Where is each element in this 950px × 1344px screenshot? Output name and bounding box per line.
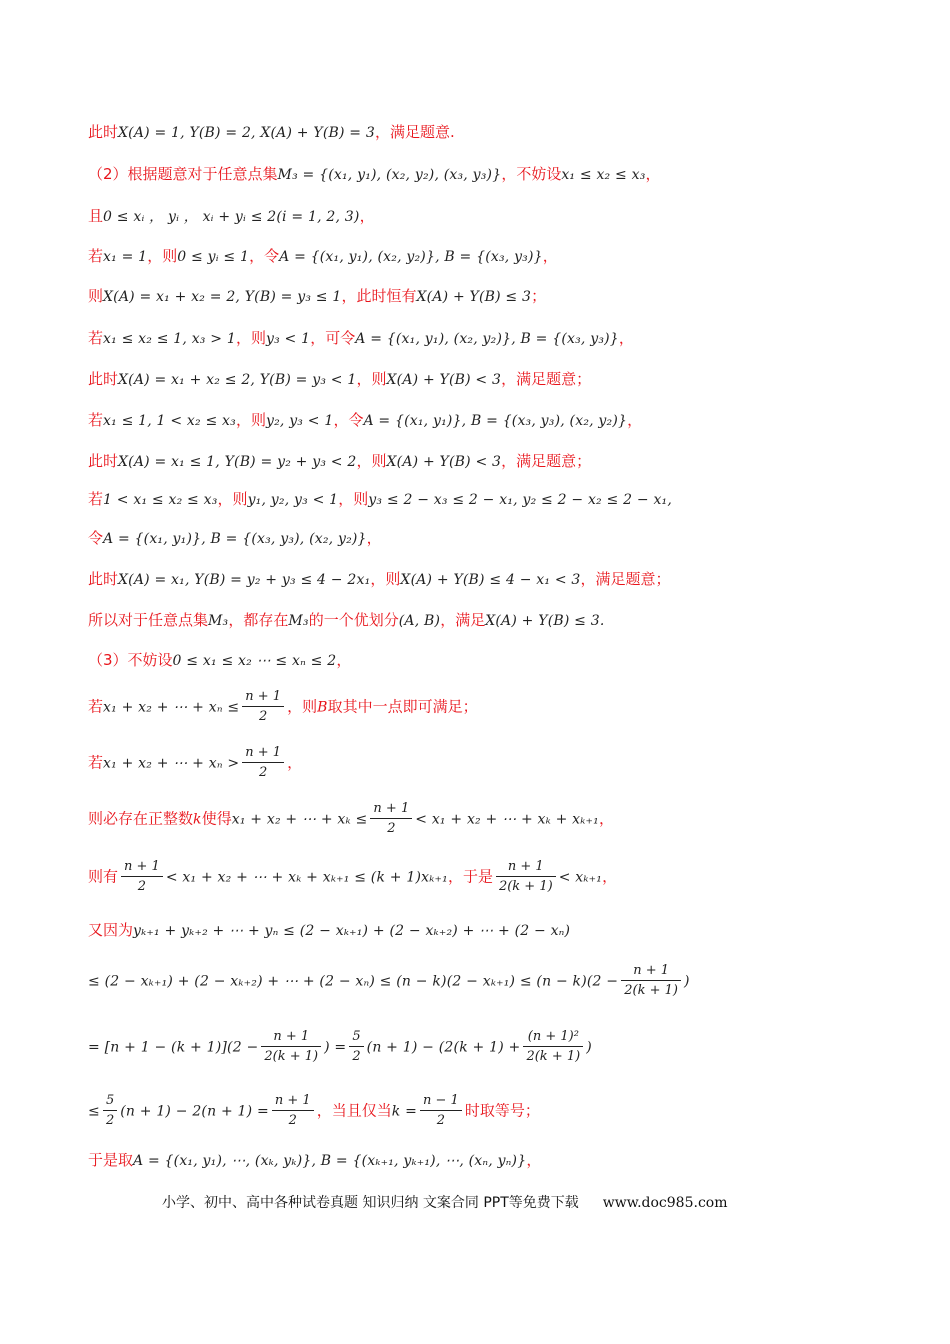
numerator: n + 1	[121, 858, 163, 877]
text: 此时	[88, 452, 119, 470]
text: ，则	[287, 697, 318, 716]
text: ，都存在	[228, 611, 289, 629]
formula: X(A) = x₁ + x₂ = 2, Y(B) = y₃ ≤ 1	[103, 289, 342, 305]
denominator: 2(k + 1)	[526, 1049, 581, 1064]
formula: yₖ₊₁ + yₖ₊₂ + ⋯ + yₙ ≤ (2 − xₖ₊₁) + (2 − xₖ₊₂) + ⋯ + (2 − xₙ)	[133, 923, 571, 939]
denominator: 2	[259, 709, 268, 724]
formula: )	[683, 973, 690, 990]
text: 若	[88, 490, 104, 508]
formula: A = {(x₁, y₁), (x₂, y₂)}, B = {(x₃, y₃)}	[279, 249, 543, 265]
formula: B	[317, 699, 328, 716]
formula: y₂, y₃ < 1	[265, 413, 334, 429]
formula: x₁ ≤ x₂ ≤ 1, x₃ > 1	[103, 331, 236, 347]
text: ，不妨设	[501, 165, 562, 183]
formula: = [n + 1 − (k + 1)](2 −	[88, 1039, 259, 1056]
solution-line-23	[88, 1150, 541, 1171]
text: ，则	[338, 490, 369, 508]
text: 若	[88, 697, 104, 716]
solution-line-16	[88, 744, 302, 783]
denominator: 2	[105, 1113, 115, 1128]
numerator: n + 1	[242, 688, 284, 707]
formula: k	[193, 811, 202, 828]
text: 时取等号；	[464, 1101, 540, 1120]
text: ；	[531, 287, 547, 305]
formula: A = {(x₁, y₁), ⋯, (xₖ, yₖ)}, B = {(xₖ₊₁, yₖ₊₁), ⋯, (xₙ, yₙ)}	[133, 1153, 527, 1169]
formula: M₃	[288, 613, 309, 629]
text: ，	[598, 809, 614, 828]
fraction	[496, 858, 556, 897]
text: ，	[618, 329, 634, 347]
text: 令	[88, 529, 104, 547]
fraction	[523, 1028, 583, 1067]
denominator: 2	[387, 821, 396, 836]
text: ，满足题意；	[501, 370, 592, 388]
formula: (A, B)	[398, 613, 441, 629]
text: ，则	[235, 329, 266, 347]
formula: A = {(x₁, y₁)}, B = {(x₃, y₃), (x₂, y₂)}	[363, 413, 628, 429]
text: ，	[359, 207, 375, 225]
text: 于是取	[88, 1151, 134, 1169]
fraction	[242, 688, 284, 727]
formula: (n + 1) − (2(k + 1) +	[366, 1039, 521, 1056]
text: ，则	[356, 452, 387, 470]
solution-line-11	[88, 528, 382, 549]
denominator: 2	[288, 1113, 297, 1128]
text: ，则	[217, 490, 248, 508]
formula: (n + 1) − 2(n + 1) =	[120, 1103, 269, 1120]
numerator: 5	[349, 1028, 363, 1047]
formula: x₁ + x₂ + ⋯ + xₙ ≤	[103, 699, 240, 716]
denominator: 2	[259, 765, 268, 780]
text: ，	[366, 529, 382, 547]
formula: 0 ≤ xᵢ ， yᵢ ， xᵢ + yᵢ ≤ 2(i = 1, 2, 3)	[103, 209, 360, 225]
solution-line-3	[88, 206, 375, 227]
formula: X(A) + Y(B) ≤ 3	[485, 613, 600, 629]
numerator: (n + 1)²	[523, 1028, 583, 1047]
text: 则有	[88, 867, 119, 886]
text: 所以对于任意点集	[88, 611, 209, 629]
formula: X(A) = 1, Y(B) = 2, X(A) + Y(B) = 3	[118, 125, 375, 141]
text: 若	[88, 411, 104, 429]
text: ，	[287, 753, 303, 772]
text: 的一个优划分	[308, 611, 399, 629]
text: 则必存在正整数	[88, 809, 194, 828]
text: ，	[645, 165, 661, 183]
formula: ≤	[88, 1103, 100, 1120]
formula: < x₁ + x₂ + ⋯ + xₖ + xₖ₊₁	[415, 811, 599, 828]
solution-line-20	[88, 962, 690, 1001]
denominator: 2	[352, 1049, 361, 1064]
text: 又因为	[88, 921, 134, 939]
fraction	[370, 800, 412, 839]
fraction	[621, 962, 681, 1001]
solution-line-21	[88, 1028, 592, 1067]
formula: < x₁ + x₂ + ⋯ + xₖ + xₖ₊₁ ≤ (k + 1)xₖ₊₁	[165, 869, 448, 886]
formula: y₃ ≤ 2 − x₃ ≤ 2 − x₁, y₂ ≤ 2 − x₂ ≤ 2 − x₁,	[368, 492, 672, 508]
text: ，令	[333, 411, 364, 429]
text: ，则	[356, 370, 387, 388]
formula: 1 < x₁ ≤ x₂ ≤ x₃	[103, 492, 218, 508]
formula: X(A) + Y(B) < 3	[386, 372, 502, 388]
text: 使得	[201, 809, 232, 828]
text: ，满足题意；	[580, 570, 671, 588]
text: ，	[602, 867, 618, 886]
text: ，	[542, 247, 558, 265]
formula: X(A) + Y(B) < 3	[386, 454, 502, 470]
footer-text: 小学、初中、高中各种试卷真题 知识归纳 文案合同 PPT等免费下载	[162, 1195, 579, 1211]
formula: k =	[391, 1103, 417, 1120]
text: ，于是	[447, 867, 493, 886]
numerator: n + 1	[496, 858, 556, 877]
solution-line-9	[88, 451, 591, 472]
denominator: 2(k + 1)	[264, 1049, 319, 1064]
fraction	[103, 1092, 117, 1131]
fraction	[420, 1092, 462, 1131]
formula: y₁, y₂, y₃ < 1	[247, 492, 339, 508]
text: （3）不妨设	[88, 651, 173, 669]
text: ，则	[235, 411, 266, 429]
text: ，令	[249, 247, 280, 265]
solution-line-18	[88, 858, 617, 897]
denominator: 2	[137, 879, 147, 894]
solution-line-5	[88, 286, 546, 307]
formula: x₁ = 1	[103, 249, 148, 265]
solution-line-1	[88, 122, 455, 143]
fraction	[242, 744, 284, 783]
solution-line-7	[88, 369, 591, 390]
text: 此时	[88, 370, 119, 388]
formula: 0 ≤ yᵢ ≤ 1	[177, 249, 250, 265]
fraction	[261, 1028, 321, 1067]
solution-line-4	[88, 246, 558, 267]
text: ，则	[147, 247, 178, 265]
text: （2）根据题意对于任意点集	[88, 165, 278, 183]
formula: M₃ = {(x₁, y₁), (x₂, y₂), (x₃, y₃)}	[277, 167, 502, 183]
formula: X(A) + Y(B) ≤ 4 − x₁ < 3	[400, 572, 581, 588]
text: ，	[336, 651, 352, 669]
formula: A = {(x₁, y₁)}, B = {(x₃, y₃), (x₂, y₂)}	[103, 531, 367, 547]
numerator: n + 1	[261, 1028, 321, 1047]
formula: x₁ ≤ 1, 1 < x₂ ≤ x₃	[103, 413, 236, 429]
formula: ≤ (2 − xₖ₊₁) + (2 − xₖ₊₂) + ⋯ + (2 − xₙ) ≤ (n − k)(2 − xₖ₊₁) ≤ (n − k)(2 −	[88, 973, 619, 990]
solution-line-8	[88, 410, 642, 431]
formula: X(A) + Y(B) ≤ 3	[416, 289, 532, 305]
text: ，	[526, 1151, 542, 1169]
formula: x₁ + x₂ + ⋯ + xₖ ≤	[231, 811, 368, 828]
formula: x₁ + x₂ + ⋯ + xₙ >	[103, 755, 240, 772]
formula: X(A) = x₁ ≤ 1, Y(B) = y₂ + y₃ < 2	[118, 454, 357, 470]
numerator: n − 1	[420, 1092, 462, 1111]
text: ，可令	[310, 329, 356, 347]
formula: X(A) = x₁, Y(B) = y₂ + y₃ ≤ 4 − 2x₁	[118, 572, 371, 588]
numerator: 5	[103, 1092, 117, 1111]
solution-line-10	[88, 489, 672, 510]
text: ，满足题意；	[501, 452, 592, 470]
page-footer	[162, 1192, 727, 1212]
text: 且	[88, 207, 104, 225]
formula: X(A) = x₁ + x₂ ≤ 2, Y(B) = y₃ < 1	[118, 372, 357, 388]
solution-line-17	[88, 800, 614, 839]
formula: )	[586, 1039, 592, 1056]
numerator: n + 1	[370, 800, 412, 819]
formula: x₁ ≤ x₂ ≤ x₃	[561, 167, 646, 183]
text: 若	[88, 329, 104, 347]
footer-url: www.doc985.com	[602, 1195, 728, 1211]
text: ，当且仅当	[316, 1101, 392, 1120]
solution-line-14	[88, 650, 351, 671]
text: 若	[88, 753, 104, 772]
text: 则	[88, 287, 104, 305]
solution-line-2	[88, 164, 661, 185]
solution-line-12	[88, 569, 671, 590]
denominator: 2(k + 1)	[624, 983, 678, 998]
fraction	[121, 858, 163, 897]
solution-line-22	[88, 1092, 540, 1131]
text: ，则	[370, 570, 401, 588]
numerator: n + 1	[242, 744, 284, 763]
solution-line-15	[88, 688, 478, 727]
fraction	[272, 1092, 314, 1131]
formula: M₃	[208, 613, 229, 629]
denominator: 2(k + 1)	[498, 879, 553, 894]
text: ，此时恒有	[341, 287, 417, 305]
text: ，满足题意.	[374, 123, 455, 141]
formula: < xₖ₊₁	[558, 869, 603, 886]
solution-line-6	[88, 328, 634, 349]
numerator: n + 1	[272, 1092, 314, 1111]
solution-line-19	[88, 920, 570, 941]
text: 取其中一点即可满足；	[327, 697, 478, 716]
formula: A = {(x₁, y₁), (x₂, y₂)}, B = {(x₃, y₃)}	[355, 331, 619, 347]
text: 此时	[88, 570, 119, 588]
formula: 0 ≤ x₁ ≤ x₂ ⋯ ≤ xₙ ≤ 2	[172, 653, 337, 669]
formula: y₃ < 1	[265, 331, 311, 347]
formula: ) =	[324, 1039, 347, 1056]
text: 此时	[88, 123, 119, 141]
period: .	[599, 613, 605, 629]
text: ，满足	[440, 611, 486, 629]
solution-line-13	[88, 610, 605, 631]
text: 若	[88, 247, 104, 265]
fraction	[349, 1028, 363, 1067]
denominator: 2	[436, 1113, 446, 1128]
numerator: n + 1	[621, 962, 681, 981]
text: ，	[627, 411, 643, 429]
